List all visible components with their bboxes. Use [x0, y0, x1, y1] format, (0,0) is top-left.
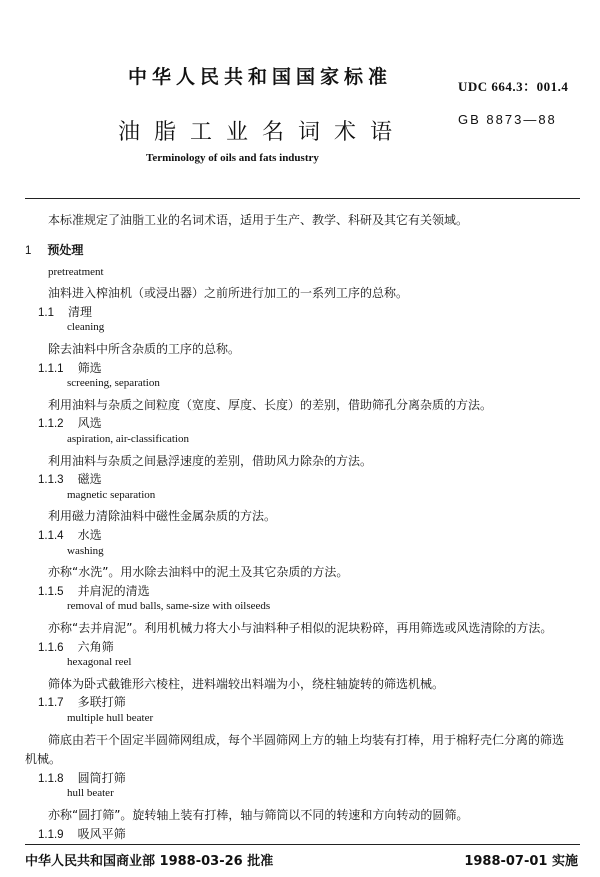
- footer-divider: [25, 844, 580, 845]
- term-english: cleaning: [67, 321, 105, 334]
- term-english: removal of mud balls, same-size with oilseeds: [67, 600, 271, 613]
- term-number: 1.1.5: [38, 585, 64, 598]
- effective-date: 1988-07-01 实施: [464, 854, 578, 869]
- term-number: 1.1: [38, 306, 54, 319]
- term-chinese: 磁选: [77, 472, 102, 487]
- term-chinese: 风选: [77, 416, 102, 431]
- term-definition: 除去油料中所含杂质的工序的总称。: [48, 342, 241, 356]
- term-definition: 利用磁力清除油料中磁性金属杂质的方法。: [48, 509, 277, 524]
- term-chinese: 水选: [77, 528, 102, 542]
- term-number: 1.1.3: [38, 474, 64, 487]
- term-english: pretreatment: [48, 265, 104, 278]
- term-chinese: 圆筒打筛: [77, 770, 126, 785]
- term-heading: [25, 241, 83, 258]
- term-chinese: 六角筛: [77, 639, 114, 654]
- term-heading: [38, 414, 102, 431]
- term-english: washing: [67, 544, 104, 557]
- term-definition: 筛体为卧式截锥形六棱柱，进料端较出料端为小，绕柱轴旋转的筛选机械。: [48, 676, 445, 691]
- term-number: 1.1.7: [38, 697, 64, 710]
- udc-code: UDC 664.3：001.4: [458, 79, 569, 94]
- term-definition: 利用油料与杂质之间悬浮速度的差别，借助风力除杂的方法。: [48, 453, 373, 468]
- term-heading: [38, 582, 150, 599]
- term-heading: [38, 693, 126, 710]
- term-definition: 亦称“去并肩泥”。利用机械力将大小与油料种子相似的泥块粉碎，再用筛选或风选清除的方法。: [48, 621, 553, 635]
- term-number: 1.1.8: [38, 772, 64, 785]
- term-english: multiple hull beater: [67, 712, 154, 724]
- term-heading: [38, 769, 126, 786]
- term-chinese: 筛选: [77, 360, 102, 375]
- document-title: 油脂工业名词术语: [118, 120, 407, 145]
- term-definition: 油料进入榨油机（或浸出器）之前所进行加工的一系列工序的总称。: [48, 286, 409, 301]
- approval-note: 中华人民共和国商业部 1988-03-26 批准: [25, 854, 274, 869]
- term-number: 1.1.9: [38, 828, 64, 841]
- term-english: hull beater: [67, 787, 114, 800]
- term-number: 1: [25, 245, 32, 257]
- term-heading: [38, 359, 102, 376]
- term-number: 1.1.1: [38, 362, 64, 375]
- term-heading: [38, 825, 126, 842]
- term-english: screening, separation: [67, 377, 160, 390]
- term-definition: 筛底由若干个固定半圆筛网组成，每个半圆筛网上方的轴上均装有打棒，用于棉籽壳仁分离的筛选: [48, 732, 565, 747]
- term-definition: 亦称“圆打筛”。旋转轴上装有打棒，轴与筛筒以不同的转速和方向转动的圆筛。: [48, 808, 469, 822]
- term-chinese: 吸风平筛: [77, 826, 126, 841]
- term-heading: [38, 470, 102, 487]
- term-chinese: 多联打筛: [77, 695, 126, 710]
- term-chinese: 清理: [68, 304, 93, 319]
- term-heading: [38, 638, 114, 655]
- header-divider: [25, 198, 580, 199]
- term-definition: 亦称“水洗”。用水除去油料中的泥土及其它杂质的方法。: [48, 565, 349, 580]
- term-english: magnetic separation: [67, 488, 156, 501]
- term-definition: 利用油料与杂质之间粒度（宽度、厚度、长度）的差别，借助筛孔分离杂质的方法。: [48, 397, 493, 412]
- intro-paragraph: 本标准规定了油脂工业的名词术语，适用于生产、教学、科研及其它有关领域。: [48, 213, 469, 227]
- term-chinese: 预处理: [47, 243, 84, 257]
- term-heading: [38, 526, 102, 543]
- standard-number: GB 8873—88: [458, 112, 557, 127]
- term-heading: [38, 303, 92, 320]
- term-chinese: 并肩泥的清选: [77, 583, 150, 598]
- term-number: 1.1.6: [38, 641, 64, 654]
- document-title-english: Terminology of oils and fats industry: [146, 152, 319, 164]
- term-english: aspiration, air-classification: [67, 433, 189, 445]
- term-definition: 机械。: [25, 752, 62, 767]
- issuer-heading: 中华人民共和国国家标准: [128, 66, 393, 88]
- term-number: 1.1.4: [38, 530, 64, 542]
- term-english: hexagonal reel: [67, 656, 132, 669]
- term-number: 1.1.2: [38, 418, 64, 431]
